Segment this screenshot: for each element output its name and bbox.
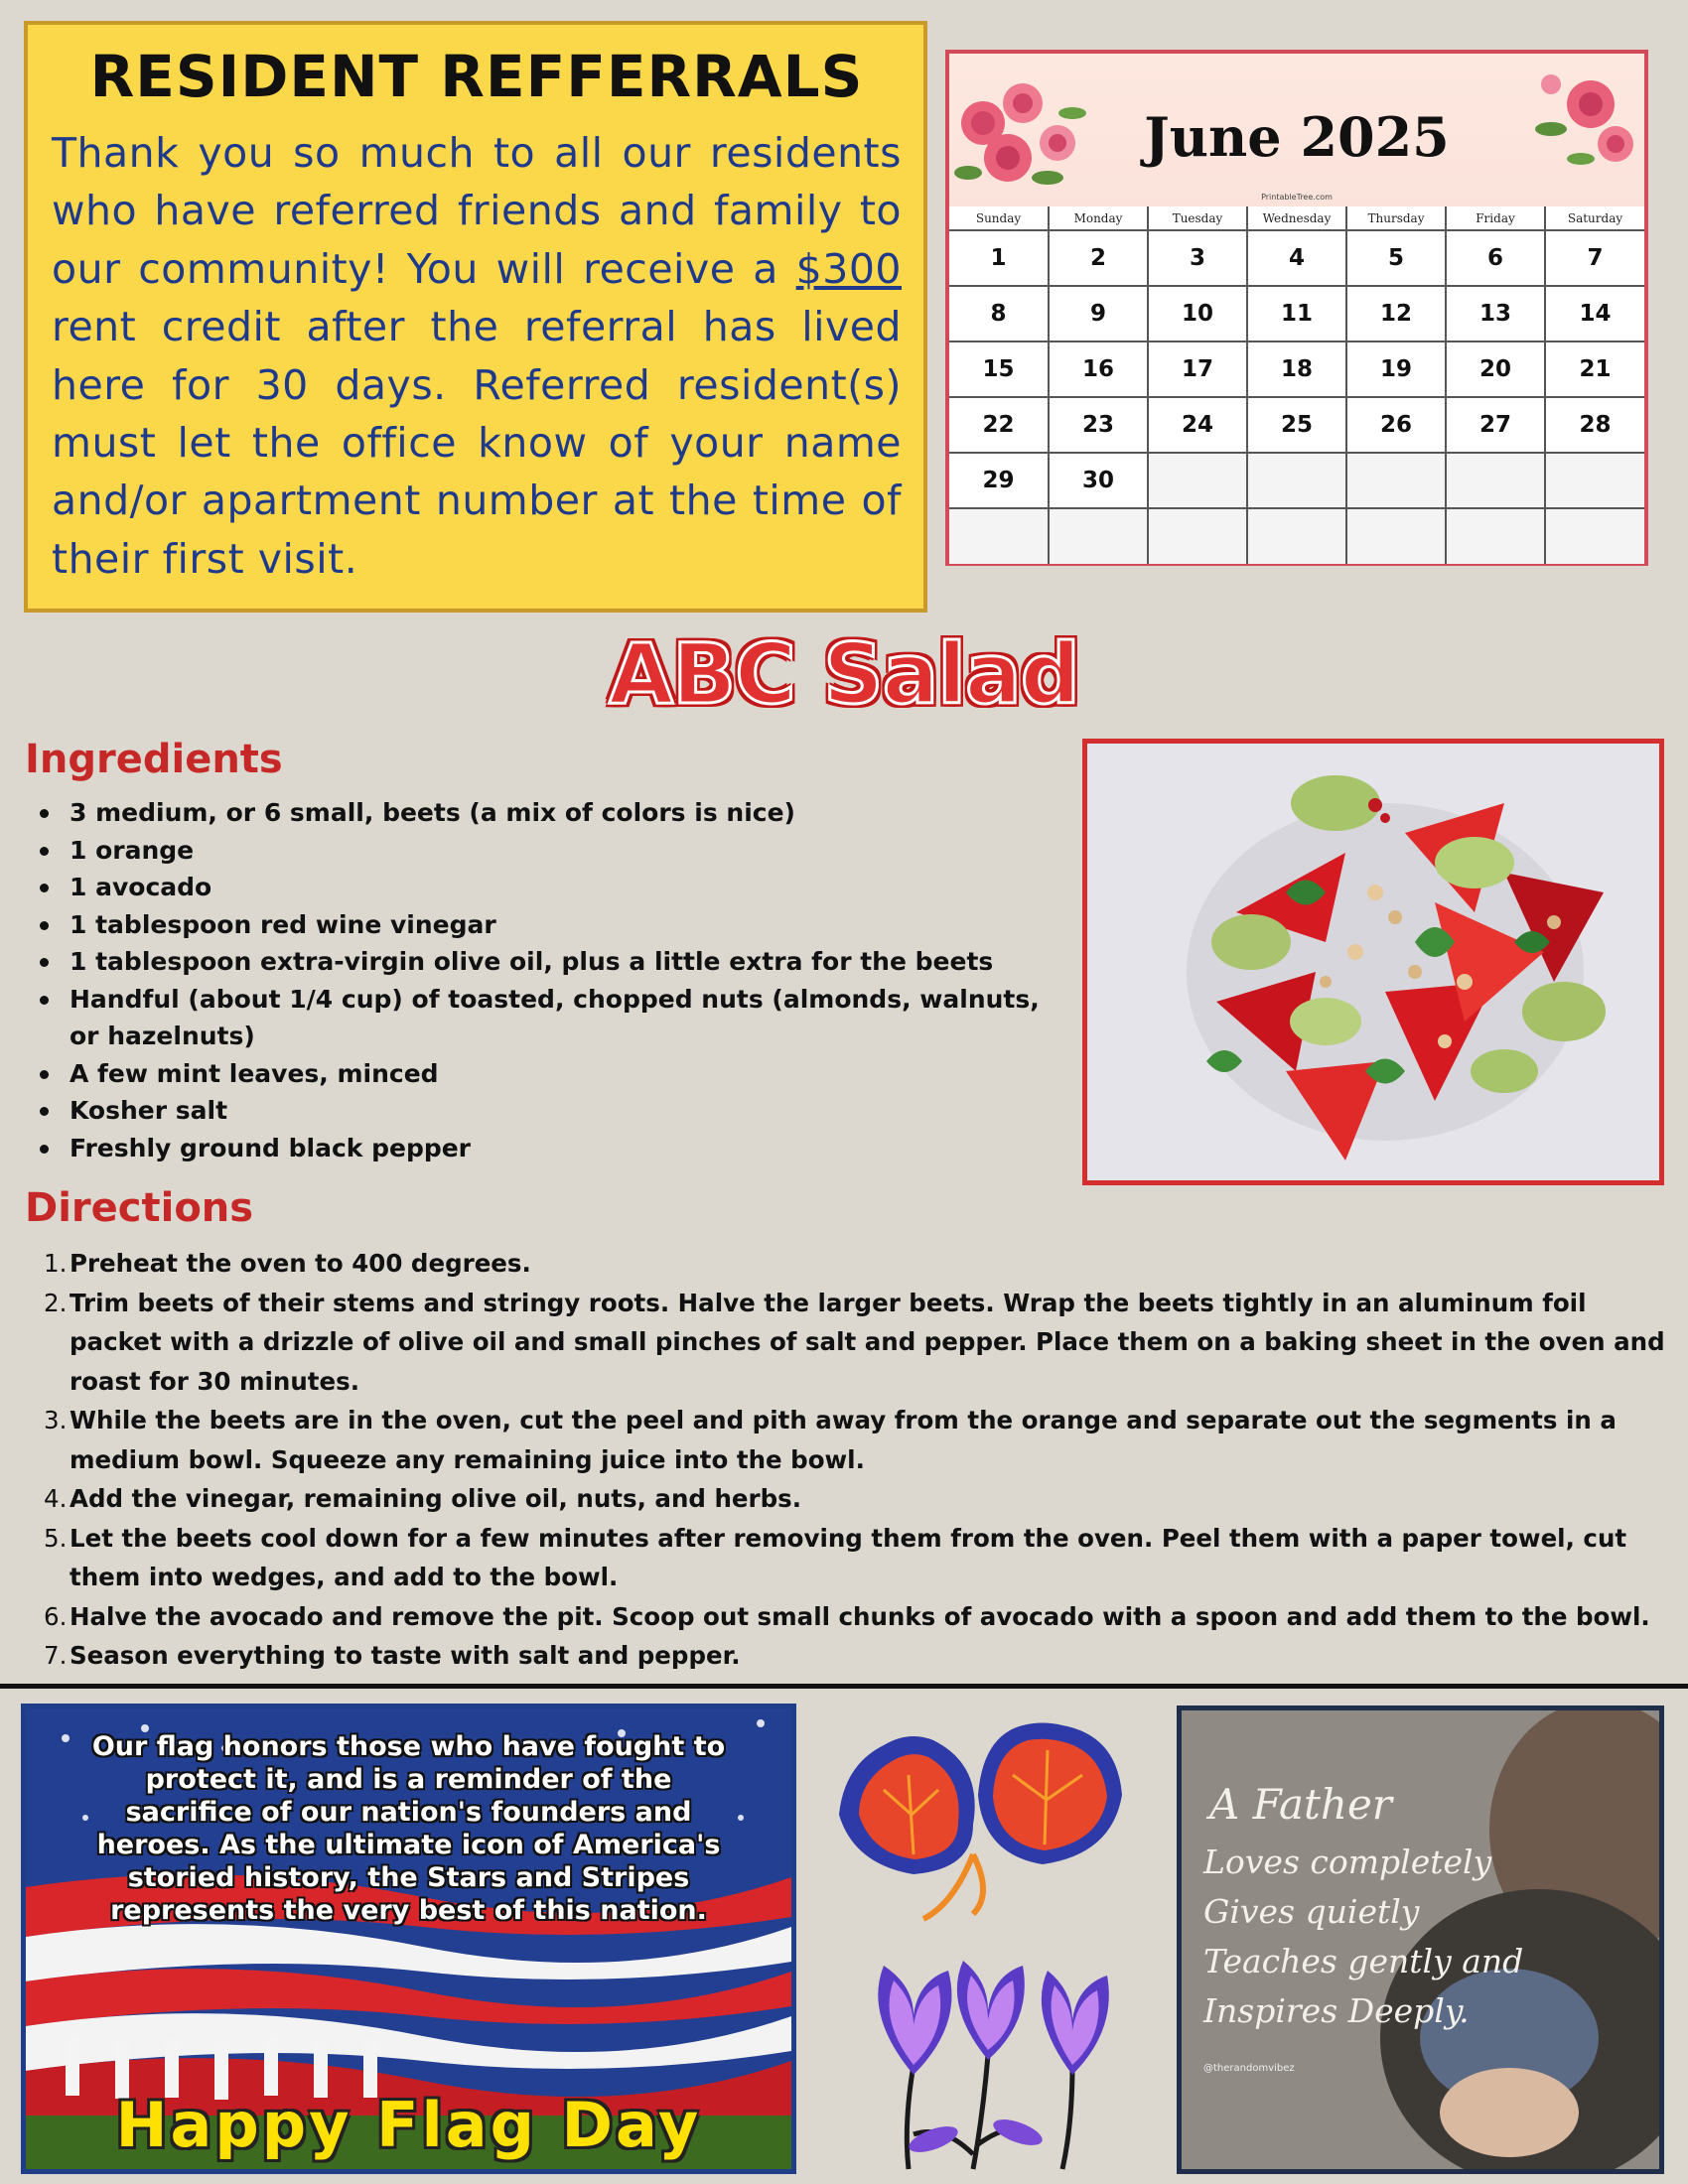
ingredient-item: Kosher salt	[70, 1092, 1053, 1130]
calendar-day-cell: 26	[1346, 397, 1446, 453]
direction-step-number: 4.	[44, 1484, 68, 1513]
calendar-day-cell: 16	[1049, 341, 1148, 397]
weekday-label: Tuesday	[1148, 206, 1247, 230]
ingredients-heading: Ingredients	[25, 737, 283, 782]
direction-step	[44, 1401, 1668, 1479]
ingredient-item: 1 tablespoon red wine vinegar	[70, 906, 1053, 944]
calendar-day-cell: 21	[1545, 341, 1644, 397]
calendar-weekday-row	[949, 206, 1644, 230]
father-card-handle: @therandomvibez	[1203, 2063, 1295, 2074]
direction-step-text: Preheat the oven to 400 degrees.	[70, 1249, 531, 1278]
direction-step-number: 3.	[44, 1406, 68, 1434]
flag-day-message: Our flag honors those who have fought to protect it, and is a reminder of the sacrifice of our nation's founders and heroes. As the ultimate icon of America's storied history, the Stars and Stripes represents the very best of this nation.	[91, 1731, 726, 1926]
calendar-week-row	[949, 230, 1644, 286]
calendar-day-cell: 10	[1148, 286, 1247, 341]
calendar-day-cell	[1346, 508, 1446, 564]
direction-step-number: 1.	[44, 1249, 68, 1278]
ingredient-item: Handful (about 1/4 cup) of toasted, chopped nuts (almonds, walnuts, or hazelnuts)	[70, 981, 1053, 1055]
direction-step-text: While the beets are in the oven, cut the peel and pith away from the orange and separate out the segments in a medium bowl. Squeeze any remaining juice into the bowl.	[70, 1406, 1617, 1474]
weekday-label: Sunday	[975, 210, 1022, 225]
ingredient-item: 3 medium, or 6 small, beets (a mix of colors is nice)	[70, 794, 1053, 832]
calendar-day-cell: 3	[1148, 230, 1247, 286]
direction-step-number: 7.	[44, 1641, 68, 1670]
father-card-line: Loves completely	[1203, 1843, 1492, 1881]
referral-text-part: Thank you so much to all our residents who have referred friends and family to our community! You will receive a	[52, 129, 902, 293]
flag-day-banner: Happy Flag Day	[115, 2089, 702, 2161]
directions-heading: Directions	[25, 1185, 254, 1231]
calendar-title: June 2025	[1144, 105, 1450, 169]
father-card-line: Gives quietly	[1203, 1892, 1420, 1931]
calendar-day-cell: 27	[1446, 397, 1545, 453]
father-card-title: A Father	[1209, 1780, 1392, 1829]
calendar-day-cell	[1545, 453, 1644, 508]
weekday-label: Thursday	[1346, 206, 1446, 230]
calendar-day-cell: 17	[1148, 341, 1247, 397]
calendar-week-row	[949, 397, 1644, 453]
red-flowers-icon	[824, 1706, 1152, 1934]
calendar-body	[949, 230, 1644, 564]
calendar-week-row	[949, 508, 1644, 564]
calendar-header	[949, 54, 1644, 206]
calendar-week-row	[949, 341, 1644, 397]
referral-amount: $300	[795, 244, 902, 293]
calendar-day-cell	[1446, 453, 1545, 508]
calendar-day-cell: 9	[1049, 286, 1148, 341]
calendar-site: PrintableTree.com	[1261, 193, 1333, 202]
purple-flowers-icon	[834, 1956, 1142, 2174]
calendar-week-row	[949, 286, 1644, 341]
section-divider	[0, 1684, 1688, 1689]
calendar-day-cell: 18	[1247, 341, 1346, 397]
calendar-day-cell	[1247, 453, 1346, 508]
weekday-label: Wednesday	[1247, 206, 1346, 230]
calendar-day-cell: 15	[949, 341, 1049, 397]
calendar-day-cell: 4	[1247, 230, 1346, 286]
calendar-grid	[949, 206, 1644, 564]
directions-list	[44, 1244, 1668, 1676]
direction-step-text: Season everything to taste with salt and pepper.	[70, 1641, 741, 1670]
calendar-day-cell: 8	[949, 286, 1049, 341]
ingredient-item: 1 orange	[70, 832, 1053, 870]
flag-day-card	[21, 1704, 796, 2174]
father-quote-card	[1177, 1706, 1664, 2174]
ingredient-item: 1 avocado	[70, 869, 1053, 906]
calendar-day-cell: 1	[949, 230, 1049, 286]
direction-step-number: 5.	[44, 1523, 68, 1553]
resident-referrals-box	[24, 21, 927, 613]
calendar-day-cell	[1148, 508, 1247, 564]
weekday-label: Saturday	[1545, 206, 1644, 230]
calendar-day-cell: 29	[949, 453, 1049, 508]
calendar-day-cell: 13	[1446, 286, 1545, 341]
direction-step	[44, 1636, 1668, 1676]
salad-photo	[1082, 739, 1664, 1185]
direction-step	[44, 1519, 1668, 1597]
calendar-day-cell	[949, 508, 1049, 564]
father-card-line: Inspires Deeply.	[1203, 1991, 1470, 2030]
calendar-day-cell	[1446, 508, 1545, 564]
calendar-day-cell: 11	[1247, 286, 1346, 341]
calendar-day-cell: 7	[1545, 230, 1644, 286]
father-card-lines	[1203, 1838, 1523, 2036]
calendar-day-cell	[1148, 453, 1247, 508]
recipe-title: ABC Salad	[609, 625, 1079, 723]
calendar-day-cell: 30	[1049, 453, 1148, 508]
direction-step	[44, 1284, 1668, 1402]
direction-step-number: 2.	[44, 1288, 68, 1317]
direction-step	[44, 1597, 1668, 1637]
calendar-day-cell: 19	[1346, 341, 1446, 397]
calendar-day-cell: 20	[1446, 341, 1545, 397]
calendar-day-cell: 24	[1148, 397, 1247, 453]
calendar-day-cell	[1545, 508, 1644, 564]
weekday-label: Friday	[1446, 206, 1545, 230]
ingredient-item: A few mint leaves, minced	[70, 1055, 1053, 1093]
calendar-day-cell: 25	[1247, 397, 1346, 453]
calendar-day-cell	[1247, 508, 1346, 564]
direction-step	[44, 1479, 1668, 1519]
calendar-day-cell: 14	[1545, 286, 1644, 341]
direction-step-text: Let the beets cool down for a few minutes after removing them from the oven. Peel them with a paper towel, cut them into wedges, and add to the bowl.	[70, 1523, 1627, 1591]
direction-step-text: Add the vinegar, remaining olive oil, nuts, and herbs.	[70, 1484, 802, 1513]
calendar-week-row	[949, 453, 1644, 508]
calendar-day-cell: 22	[949, 397, 1049, 453]
salad-image	[1087, 744, 1659, 1180]
direction-step	[44, 1244, 1668, 1284]
referral-title: RESIDENT REFFERRALS	[89, 43, 864, 110]
ingredient-item: Freshly ground black pepper	[70, 1130, 1053, 1167]
direction-step-text: Halve the avocado and remove the pit. Scoop out small chunks of avocado with a spoon and add them to the bowl.	[70, 1601, 1650, 1631]
calendar-day-cell: 5	[1346, 230, 1446, 286]
direction-step-text: Trim beets of their stems and stringy roots. Halve the larger beets. Wrap the beets tightly in an aluminum foil packet with a drizzle of olive oil and small pinches of salt and pepper. Place them on a baking sheet in the oven and roast for 30 minutes.	[70, 1288, 1665, 1396]
calendar-day-cell	[1049, 508, 1148, 564]
calendar-day-cell: 12	[1346, 286, 1446, 341]
calendar-day-cell: 28	[1545, 397, 1644, 453]
referral-text	[52, 124, 902, 588]
june-calendar	[945, 50, 1648, 566]
ingredients-list	[70, 794, 1053, 1166]
direction-step-number: 6.	[44, 1601, 68, 1631]
calendar-day-cell: 2	[1049, 230, 1148, 286]
calendar-day-cell: 23	[1049, 397, 1148, 453]
calendar-day-cell	[1346, 453, 1446, 508]
ingredient-item: 1 tablespoon extra-virgin olive oil, plus a little extra for the beets	[70, 943, 1053, 981]
referral-text-part: rent credit after the referral has lived here for 30 days. Referred resident(s) must let the office know of your name and/or apartment number at the time of their first visit.	[52, 303, 902, 583]
weekday-label: Monday	[1049, 206, 1148, 230]
father-card-line: Teaches gently and	[1203, 1942, 1524, 1980]
calendar-day-cell: 6	[1446, 230, 1545, 286]
